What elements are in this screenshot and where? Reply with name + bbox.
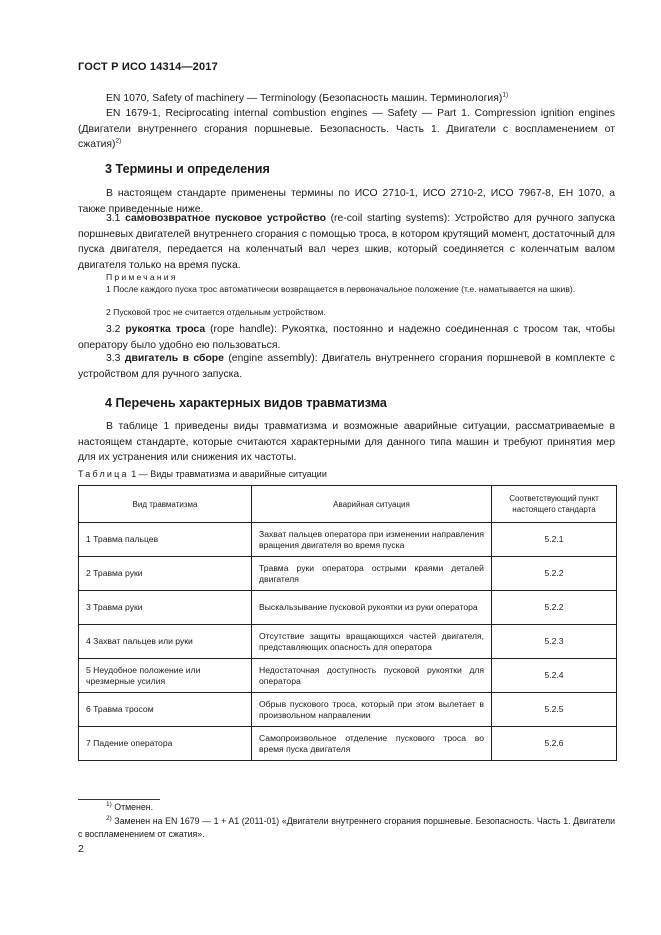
term-3-2: 3.2 рукоятка троса (rope handle): Рукоятка, постоянно и надежно соединенная с тросом так, чтобы оператору было удобно ею пользоваться. — [78, 324, 616, 351]
situation-cell: Отсутствие защиты вращающихся частей двигателя, представляющих опасность для оператора — [252, 625, 492, 659]
table-caption: Таблица 1 — Виды травматизма и аварийные ситуации — [78, 469, 327, 479]
standard-header: ГОСТ Р ИСО 14314—2017 — [78, 61, 218, 73]
clause-cell: 5.2.2 — [492, 591, 617, 625]
clause-cell: 5.2.1 — [492, 523, 617, 557]
term-3-1-name: самовозвратное пусковое устройство — [125, 213, 326, 224]
page-number: 2 — [78, 843, 84, 855]
term-3-3-name: двигатель в сборе — [124, 353, 224, 364]
reference-en1679: EN 1679-1, Reciprocating internal combustion engines — Safety — Part 1. Compression ignition engines (Двигатели внутреннего сгорания поршневые. Безопасность. Часть 1. Двигатели с воспламенением от сжатия)$^{2)}$ — [78, 108, 615, 150]
injury-cell: 3 Травма руки — [79, 591, 252, 625]
clause-cell: 5.2.4 — [492, 659, 617, 693]
footnote-1: $^{1)}$ Отменен. — [106, 801, 154, 812]
footnote-ref-2: 2) — [115, 137, 122, 145]
situation-cell: Захват пальцев оператора при изменении направления вращения двигателя во время пуска — [252, 523, 492, 557]
clause-cell: 5.2.5 — [492, 693, 617, 727]
table-row — [79, 727, 617, 761]
table-row — [79, 693, 617, 727]
injury-cell: 1 Травма пальцев — [79, 523, 252, 557]
situation-cell: Травма руки оператора острыми краями деталей двигателя — [252, 557, 492, 591]
term-3-1: 3.1 самовозвратное пусковое устройство (re-coil starting systems): Устройство для ручного запуска поршневых двигателей внутреннего сгорания с помощью троса, в котором крутящий момент, достаточный для пуска двигателя, передается на коленчатый вал через шкив, который соединяется с коленчатым валом двигателя только на время пуска. — [78, 213, 615, 271]
section-4-heading: 4 Перечень характерных видов травматизма — [105, 396, 387, 410]
situation-cell: Обрыв пускового троса, который при этом вылетает в произвольном направлении — [252, 693, 492, 727]
footnote-divider — [78, 799, 160, 800]
injury-cell: 4 Захват пальцев или руки — [79, 625, 252, 659]
footnote-2: $^{2)}$ Заменен на EN 1679 — 1 + A1 (2011-01) «Двигатели внутреннего сгорания поршневые. Безопасность. Часть 1. Двигатели с воспламенением от сжатия». — [78, 815, 615, 839]
term-3-3: 3.3 двигатель в сборе (engine assembly): Двигатель внутреннего сгорания поршневой в комплекте с устройством для ручного запуска. — [78, 353, 615, 380]
clause-cell: 5.2.6 — [492, 727, 617, 761]
clause-cell: 5.2.3 — [492, 625, 617, 659]
notes-label: Примечания — [106, 272, 178, 282]
injury-cell: 7 Падение оператора — [79, 727, 252, 761]
injury-cell: 5 Неудобное положение или чрезмерные усилия — [79, 659, 252, 693]
table-row — [79, 591, 617, 625]
clause-cell: 5.2.2 — [492, 557, 617, 591]
section-4-intro: В таблице 1 приведены виды травматизма и возможные аварийные ситуации, рассматриваемые в настоящем стандарте, которые считаются характерными для данного типа машин и требуют принятия мер для их устранения или снижения их частоты. — [78, 421, 615, 463]
table-header-row — [79, 486, 617, 523]
situation-cell: Выскальзывание пусковой рукоятки из руки оператора — [252, 591, 492, 625]
table-row — [79, 557, 617, 591]
section-3-intro: В настоящем стандарте применены термины по ИСО 2710-1, ИСО 2710-2, ИСО 7967-8, ЕН 1070, а также приведенные ниже. — [78, 188, 615, 215]
situation-cell: Самопроизвольное отделение пускового троса во время пуска двигателя — [252, 727, 492, 761]
injury-table — [78, 485, 617, 761]
column-header-injury: Вид травматизма — [79, 486, 252, 523]
footnote-ref-1: 1) — [502, 91, 509, 99]
injury-cell: 2 Травма руки — [79, 557, 252, 591]
table-row — [79, 659, 617, 693]
situation-cell: Недостаточная доступность пусковой рукоятки для оператора — [252, 659, 492, 693]
column-header-clause: Соответствующий пункт настоящего стандарта — [492, 486, 617, 523]
column-header-situation: Аварийная ситуация — [252, 486, 492, 523]
note-2: 2 Пусковой трос не считается отдельным устройством. — [106, 307, 326, 317]
section-3-heading: 3 Термины и определения — [105, 162, 270, 176]
note-1: 1 После каждого пуска трос автоматически возвращается в первоначальное положение (т.е. наматывается на шкив). — [106, 284, 576, 294]
table-row — [79, 523, 617, 557]
injury-cell: 6 Травма тросом — [79, 693, 252, 727]
table-row — [79, 625, 617, 659]
term-3-2-name: рукоятка троса — [125, 324, 206, 335]
reference-en1070: EN 1070, Safety of machinery — Terminology (Безопасность машин. Терминология)$^{1)}$ — [106, 91, 509, 104]
